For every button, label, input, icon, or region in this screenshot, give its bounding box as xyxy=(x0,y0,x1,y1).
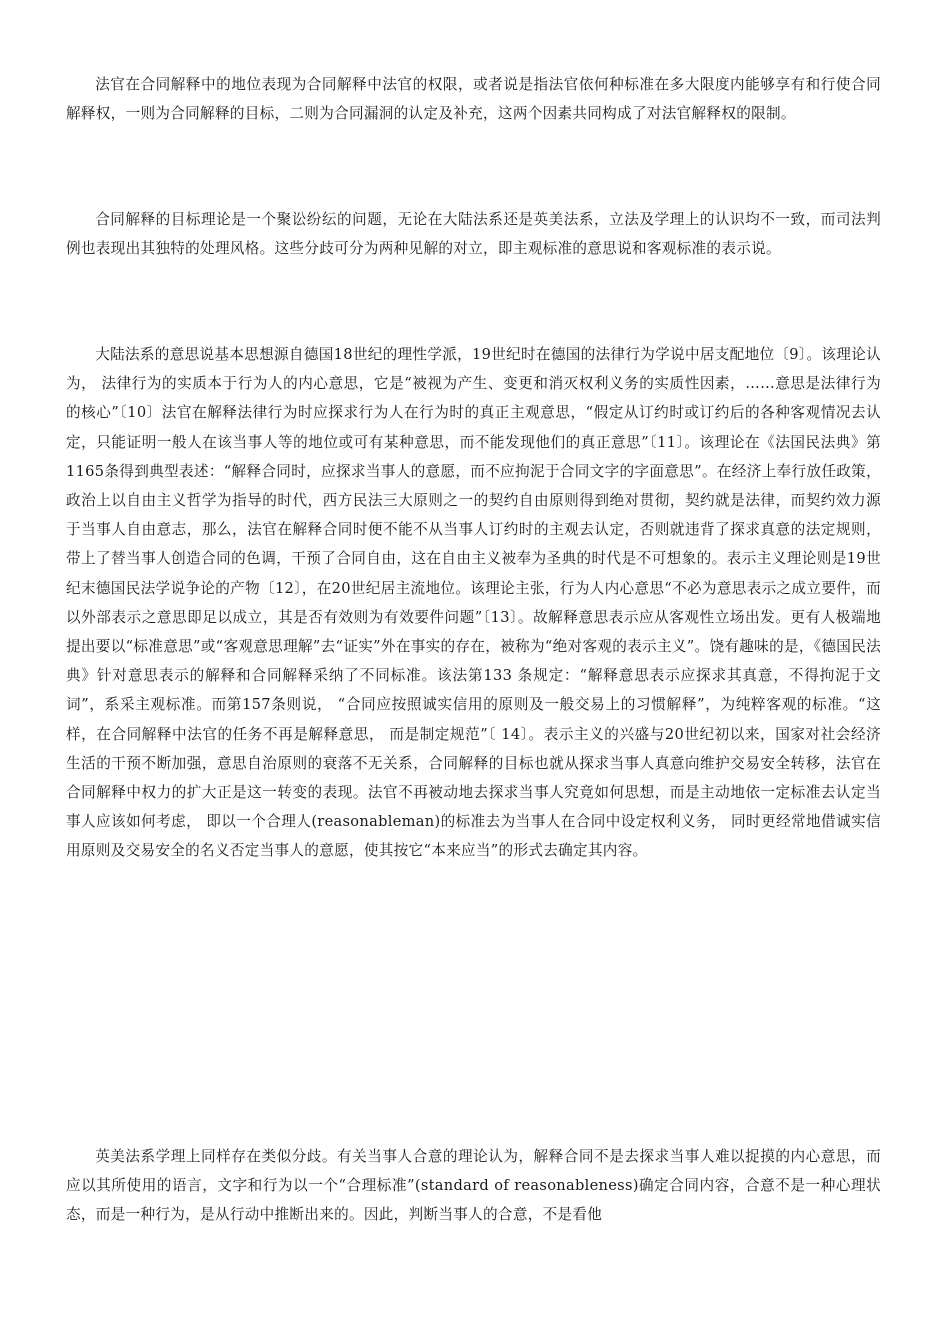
paragraph-judge-role: 法官在合同解释中的地位表现为合同解释中法官的权限，或者说是指法官依何种标准在多大限度内能够享有和行使合同解释权，一则为合同解释的目标，二则为合同漏洞的认定及补充，这两个因素共同构成了对法官解释权的限制。 xyxy=(66,76,881,123)
paragraph-civil-law-theories: 大陆法系的意思说基本思想源自德国18世纪的理性学派，19世纪时在德国的法律行为学说中居支配地位〔9〕。该理论认为， 法律行为的实质本于行为人的内心意思，它是“被视为产生、变更和消灭权利义务的实质性因素，……意思是法律行为的核心”〔10〕法官在解释法律行为时应探求行为人在行为时的真正主观意思，“假定从订约时或订约后的各种客观情况去认定，只能证明一般人在该当事人等的地位或可有某种意思，而不能发现他们的真正意思”〔11〕。该理论在《法国民法典》第1165条得到典型表述：“解释合同时，应探求当事人的意愿，而不应拘泥于合同文字的字面意思”。在经济上奉行放任政策，政治上以自由主义哲学为指导的时代，西方民法三大原则之一的契约自由原则得到绝对贯彻，契约就是法律，而契约效力源于当事人自由意志，那么，法官在解释合同时便不能不从当事人订约时的主观去认定，否则就违背了探求真意的法定规则，带上了替当事人创造合同的色调，干预了合同自由，这在自由主义被奉为圣典的时代是不可想象的。表示主义理论则是19世纪末德国民法学说争论的产物〔12〕，在20世纪居主流地位。该理论主张，行为人内心意思“不必为意思表示之成立要件，而以外部表示之意思即足以成立，其是否有效则为有效要件问题”〔13〕。故解释意思表示应从客观性立场出发。更有人极端地提出要以“标准意思”或“客观意思理解”去“证实”外在事实的存在，被称为“绝对客观的表示主义”。饶有趣味的是，《德国民法典》针对意思表示的解释和合同解释采纳了不同标准。该法第133 条规定：“解释意思表示应探求其真意，不得拘泥于文词”，系采主观标准。而第157条则说， “合同应按照诚实信用的原则及一般交易上的习惯解释”，为纯粹客观的标准。“这样，在合同解释中法官的任务不再是解释意思， 而是制定规范”〔 14〕。表示主义的兴盛与20世纪初以来，国家对社会经济生活的干预不断加强，意思自治原则的衰落不无关系，合同解释的目标也就从探求当事人真意向维护交易安全转移，法官在合同解释中权力的扩大正是这一转变的表现。法官不再被动地去探求当事人究竟如何思想，而是主动地依一定标准去认定当事人应该如何考虑， 即以一个合理人(reasonableman)的标准去为当事人在合同中设定权利义务， 同时更经常地借诚实信用原则及交易安全的名义否定当事人的意愿，使其按它“本来应当”的形式去确定其内容。 xyxy=(66,346,881,860)
paragraph-interpretation-goal: 合同解释的目标理论是一个聚讼纷纭的问题，无论在大陆法系还是英美法系，立法及学理上的认识均不一致，而司法判例也表现出其独特的处理风格。这些分歧可分为两种见解的对立，即主观标准的意思说和客观标准的表示说。 xyxy=(66,211,881,258)
paragraph-common-law-theories: 英美法系学理上同样存在类似分歧。有关当事人合意的理论认为，解释合同不是去探求当事人难以捉摸的内心意思，而应以其所使用的语言，文字和行为以一个“合理标准”(standard of reasonableness)确定合同内容，合意不是一种心理状态，而是一种行为，是从行动中推断出来的。因此，判断当事人的合意，不是看他 xyxy=(66,1148,881,1224)
